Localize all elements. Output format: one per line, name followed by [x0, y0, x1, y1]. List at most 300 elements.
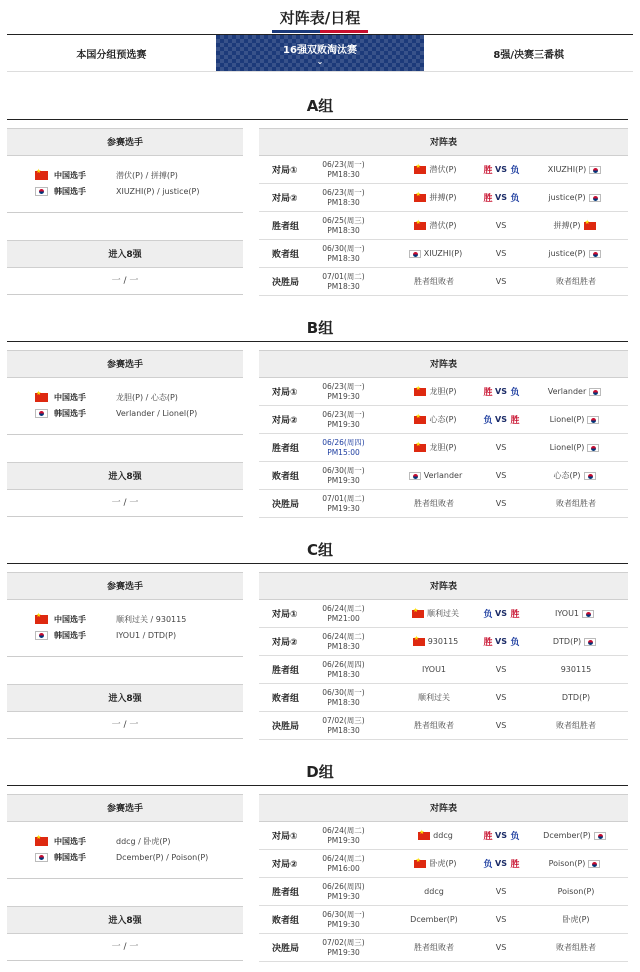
match-date: 07/02(周三)	[322, 937, 365, 947]
match-stage: 败者组	[272, 250, 300, 260]
korea-flag-icon	[35, 631, 48, 640]
korea-players-row	[7, 183, 243, 199]
china-flag-icon	[414, 416, 426, 424]
player-names: Verlander / Lionel(P)	[116, 408, 198, 418]
china-flag-icon	[414, 166, 426, 174]
nation-label: 中国选手	[54, 170, 86, 180]
vs-label: VS	[495, 443, 507, 452]
match-datetime	[315, 854, 372, 874]
nation-label: 韩国选手	[54, 186, 86, 196]
match-player-right	[524, 165, 628, 174]
korea-players-row	[7, 627, 243, 643]
player-name: 胜者组败者	[414, 721, 454, 730]
player-name: 潜伏(P)	[429, 221, 457, 230]
match-datetime	[315, 910, 372, 930]
result-right: 负	[510, 194, 520, 204]
match-time: PM18:30	[327, 641, 360, 651]
player-name: 拼搏(P)	[553, 221, 581, 230]
match-player-left	[384, 471, 484, 480]
korea-flag-icon	[587, 416, 599, 424]
match-row	[259, 156, 628, 184]
player-name: Lionel(P)	[549, 415, 585, 424]
result-left: 胜	[483, 638, 493, 648]
korea-players-row	[7, 849, 243, 865]
match-time: PM18:30	[327, 225, 360, 235]
match-row	[259, 878, 628, 906]
china-players-row	[7, 167, 243, 183]
players-panel	[7, 794, 243, 961]
divider	[7, 785, 628, 786]
match-player-left	[384, 220, 484, 231]
schedule-panel	[259, 128, 628, 296]
player-name: 龙胆(P)	[429, 443, 457, 452]
vs-label: VS	[495, 665, 507, 674]
match-row	[259, 600, 628, 628]
schedule-header: 对阵表	[259, 572, 628, 600]
match-player-left	[384, 637, 484, 646]
group-section	[0, 317, 640, 517]
match-player-right	[524, 415, 628, 424]
vs-label: VS	[495, 387, 507, 396]
match-date: 06/30(周一)	[322, 465, 365, 475]
tab-label: 8强/决赛三番棋	[493, 49, 564, 61]
match-player-right	[524, 693, 628, 702]
group-title: A组	[306, 97, 334, 115]
match-date: 06/30(周一)	[322, 909, 365, 919]
result-right: 胜	[510, 860, 520, 870]
match-datetime	[315, 160, 372, 180]
match-date: 06/26(周四)	[322, 659, 365, 669]
tab-group-qualifier[interactable]	[7, 35, 216, 71]
player-name: Poison(P)	[548, 859, 586, 868]
korea-flag-icon	[409, 250, 421, 258]
match-datetime	[315, 632, 372, 652]
match-time: PM16:00	[327, 863, 360, 873]
match-time: PM19:30	[327, 835, 360, 845]
group-section	[0, 95, 640, 295]
vs-label: VS	[495, 943, 507, 952]
divider	[7, 119, 628, 120]
match-time: PM21:00	[327, 613, 360, 623]
match-date: 07/02(周三)	[322, 715, 365, 725]
player-name: 龙胆(P)	[429, 387, 457, 396]
match-player-left	[384, 608, 484, 619]
players-list	[7, 156, 243, 213]
group-title: B组	[306, 319, 334, 337]
match-date: 06/24(周二)	[322, 853, 365, 863]
korea-flag-icon	[594, 832, 606, 840]
result-right: 负	[510, 638, 520, 648]
korea-flag-icon	[35, 409, 48, 418]
player-name: 败者组胜者	[556, 943, 596, 952]
title-underline-right	[320, 30, 368, 33]
result-right: 负	[510, 832, 520, 842]
match-date: 06/23(周一)	[322, 187, 365, 197]
match-stage: 决胜局	[272, 278, 300, 288]
vs-label: VS	[495, 609, 507, 618]
match-time: PM19:30	[327, 947, 360, 957]
result-left: 负	[483, 416, 493, 426]
match-date: 06/26(周四)	[322, 881, 365, 891]
player-name: IYOU1	[554, 609, 580, 618]
player-names: 顺利过关 / 930115	[116, 614, 187, 624]
korea-flag-icon	[582, 610, 594, 618]
player-name: 败者组胜者	[556, 277, 596, 286]
match-row	[259, 934, 628, 962]
player-name: ddcg	[424, 887, 444, 896]
player-name: 拼搏(P)	[429, 193, 457, 202]
match-row	[259, 822, 628, 850]
vs-label: VS	[495, 415, 507, 424]
match-player-left	[384, 498, 484, 509]
group-section	[0, 539, 640, 739]
vs-label: VS	[495, 193, 507, 202]
korea-flag-icon	[589, 166, 601, 174]
player-name: justice(P)	[548, 249, 586, 258]
match-datetime	[315, 494, 372, 514]
match-player-right	[524, 887, 628, 896]
group-title: D组	[306, 763, 334, 781]
match-stage: 对局②	[272, 194, 298, 204]
korea-players-row	[7, 405, 243, 421]
match-row	[259, 240, 628, 268]
match-datetime	[315, 660, 372, 680]
result-left: 胜	[483, 832, 493, 842]
vs-label: VS	[495, 915, 507, 924]
match-datetime	[315, 188, 372, 208]
china-flag-icon	[414, 222, 426, 230]
tab-double-elimination[interactable]	[216, 35, 425, 71]
match-player-right	[524, 859, 628, 868]
player-name: Poison(P)	[557, 887, 595, 896]
match-player-right	[524, 914, 628, 925]
match-datetime	[315, 244, 372, 264]
match-datetime	[315, 216, 372, 236]
players-panel	[7, 128, 243, 295]
match-datetime	[315, 688, 372, 708]
match-player-right	[524, 498, 628, 509]
advance-header: 进入8强	[7, 462, 243, 490]
match-date: 07/01(周二)	[322, 493, 365, 503]
advance-header: 进入8强	[7, 906, 243, 934]
china-flag-icon	[414, 860, 426, 868]
match-time: PM19:30	[327, 475, 360, 485]
match-row	[259, 462, 628, 490]
china-flag-icon	[414, 444, 426, 452]
player-name: XIUZHI(P)	[423, 249, 463, 258]
advance-value: 一 / 一	[7, 268, 243, 295]
result-left: 胜	[483, 166, 493, 176]
korea-flag-icon	[589, 194, 601, 202]
group-title: C组	[306, 541, 333, 559]
match-stage: 败者组	[272, 916, 300, 926]
nation-label: 中国选手	[54, 836, 86, 846]
match-time: PM18:30	[327, 697, 360, 707]
korea-flag-icon	[409, 472, 421, 480]
match-stage: 决胜局	[272, 722, 300, 732]
result-right: 负	[510, 166, 520, 176]
match-time: PM18:30	[327, 169, 360, 179]
player-names: ddcg / 卧虎(P)	[116, 836, 171, 846]
vs-label: VS	[495, 277, 507, 286]
match-player-left	[384, 249, 484, 258]
nation-label: 韩国选手	[54, 630, 86, 640]
match-row	[259, 850, 628, 878]
china-flag-icon	[418, 832, 430, 840]
player-name: 930115	[427, 637, 459, 646]
player-name: Dcember(P)	[543, 831, 591, 840]
match-player-right	[524, 720, 628, 731]
match-stage: 败者组	[272, 694, 300, 704]
match-datetime	[315, 438, 372, 458]
tab-label: 本国分组预选赛	[76, 49, 147, 61]
china-flag-icon	[35, 393, 48, 402]
title-underline	[272, 30, 368, 33]
match-player-right	[524, 387, 628, 396]
players-panel	[7, 572, 243, 739]
vs-label: VS	[495, 471, 507, 480]
china-flag-icon	[35, 615, 48, 624]
advance-value: 一 / 一	[7, 934, 243, 961]
tab-label: 16强双败淘汰赛	[283, 44, 357, 56]
vs-label: VS	[495, 721, 507, 730]
result-left: 负	[483, 610, 493, 620]
player-name: 胜者组败者	[414, 943, 454, 952]
match-datetime	[315, 410, 372, 430]
schedule-panel	[259, 794, 628, 962]
match-date: 06/24(周二)	[322, 825, 365, 835]
player-name: 败者组胜者	[556, 499, 596, 508]
result-right: 胜	[510, 610, 520, 620]
korea-flag-icon	[587, 444, 599, 452]
result-left: 负	[483, 860, 493, 870]
china-flag-icon	[35, 171, 48, 180]
title-underline-left	[272, 30, 320, 33]
player-name: XIUZHI(P)	[547, 165, 587, 174]
match-stage: 胜者组	[272, 888, 300, 898]
match-stage: 败者组	[272, 472, 300, 482]
player-name: Dcember(P)	[410, 915, 458, 924]
match-player-left	[384, 192, 484, 203]
vs-label: VS	[495, 693, 507, 702]
match-date: 06/24(周二)	[322, 631, 365, 641]
match-player-left	[384, 386, 484, 397]
match-player-left	[384, 414, 484, 425]
match-stage: 对局②	[272, 860, 298, 870]
player-name: Verlander	[423, 471, 463, 480]
match-player-left	[384, 831, 484, 840]
match-stage: 对局①	[272, 832, 298, 842]
match-datetime	[315, 716, 372, 736]
player-name: ddcg	[433, 831, 453, 840]
vs-label: VS	[495, 887, 507, 896]
chevron-down-icon: ⌄	[316, 56, 324, 66]
match-stage: 胜者组	[272, 666, 300, 676]
match-time: PM19:30	[327, 503, 360, 513]
match-row	[259, 628, 628, 656]
match-stage: 对局②	[272, 638, 298, 648]
korea-flag-icon	[589, 250, 601, 258]
players-list	[7, 600, 243, 657]
nation-label: 中国选手	[54, 614, 86, 624]
china-flag-icon	[414, 194, 426, 202]
group-section	[0, 761, 640, 961]
match-time: PM18:30	[327, 669, 360, 679]
match-date: 06/23(周一)	[322, 409, 365, 419]
match-time: PM19:30	[327, 391, 360, 401]
match-player-right	[524, 220, 628, 231]
schedule-panel	[259, 350, 628, 518]
schedule-panel	[259, 572, 628, 740]
match-player-left	[384, 164, 484, 175]
match-time: PM18:30	[327, 281, 360, 291]
vs-label: VS	[495, 249, 507, 258]
player-name: 顺利过关	[418, 693, 450, 702]
player-name: justice(P)	[548, 193, 586, 202]
match-player-left	[384, 887, 484, 896]
match-time: PM19:30	[327, 891, 360, 901]
china-flag-icon	[413, 638, 425, 646]
match-stage: 胜者组	[272, 222, 300, 232]
players-header: 参赛选手	[7, 128, 243, 156]
match-stage: 对局①	[272, 610, 298, 620]
korea-flag-icon	[35, 187, 48, 196]
match-player-right	[524, 193, 628, 202]
player-name: 败者组胜者	[556, 721, 596, 730]
match-time: PM18:30	[327, 253, 360, 263]
match-player-right	[524, 249, 628, 258]
player-names: 龙胆(P) / 心态(P)	[116, 392, 178, 402]
vs-label: VS	[495, 859, 507, 868]
china-flag-icon	[414, 388, 426, 396]
china-players-row	[7, 833, 243, 849]
match-row	[259, 268, 628, 296]
match-player-right	[524, 831, 628, 840]
schedule-header: 对阵表	[259, 794, 628, 822]
player-names: XIUZHI(P) / justice(P)	[116, 186, 200, 196]
tab-final-bo3[interactable]	[424, 35, 633, 71]
korea-flag-icon	[584, 472, 596, 480]
match-player-left	[384, 442, 484, 453]
match-row	[259, 712, 628, 740]
match-date: 07/01(周二)	[322, 271, 365, 281]
china-players-row	[7, 389, 243, 405]
match-stage: 胜者组	[272, 444, 300, 454]
player-name: 胜者组败者	[414, 499, 454, 508]
advance-header: 进入8强	[7, 240, 243, 268]
match-datetime	[315, 382, 372, 402]
match-datetime	[315, 604, 372, 624]
advance-header: 进入8强	[7, 684, 243, 712]
match-player-right	[524, 609, 628, 618]
match-row	[259, 684, 628, 712]
korea-flag-icon	[584, 638, 596, 646]
match-datetime	[315, 826, 372, 846]
china-flag-icon	[584, 222, 596, 230]
match-date: 06/25(周三)	[322, 215, 365, 225]
players-panel	[7, 350, 243, 517]
china-flag-icon	[412, 610, 424, 618]
schedule-header: 对阵表	[259, 128, 628, 156]
result-left: 胜	[483, 388, 493, 398]
match-player-left	[384, 915, 484, 924]
match-datetime	[315, 882, 372, 902]
player-name: 卧虎(P)	[429, 859, 457, 868]
match-row	[259, 212, 628, 240]
match-datetime	[315, 466, 372, 486]
player-names: Dcember(P) / Poison(P)	[116, 852, 209, 862]
nation-label: 韩国选手	[54, 408, 86, 418]
match-datetime	[315, 938, 372, 958]
match-row	[259, 378, 628, 406]
match-time: PM15:00	[327, 447, 360, 457]
match-date: 06/30(周一)	[322, 687, 365, 697]
vs-label: VS	[495, 831, 507, 840]
result-right: 胜	[510, 416, 520, 426]
player-name: DTD(P)	[552, 637, 582, 646]
match-row	[259, 406, 628, 434]
player-names: 潜伏(P) / 拼搏(P)	[116, 170, 178, 180]
player-name: 胜者组败者	[414, 277, 454, 286]
match-row	[259, 490, 628, 518]
match-stage: 决胜局	[272, 500, 300, 510]
nation-label: 中国选手	[54, 392, 86, 402]
match-player-left	[384, 665, 484, 674]
match-datetime	[315, 272, 372, 292]
divider	[7, 563, 628, 564]
match-row	[259, 906, 628, 934]
match-row	[259, 434, 628, 462]
match-player-left	[384, 942, 484, 953]
match-stage: 对局①	[272, 388, 298, 398]
china-flag-icon	[35, 837, 48, 846]
match-player-left	[384, 720, 484, 731]
result-right: 负	[510, 388, 520, 398]
match-date: 06/23(周一)	[322, 159, 365, 169]
china-players-row	[7, 611, 243, 627]
match-player-left	[384, 692, 484, 703]
match-player-right	[524, 665, 628, 674]
match-player-left	[384, 276, 484, 287]
advance-value: 一 / 一	[7, 490, 243, 517]
match-player-right	[524, 470, 628, 481]
match-time: PM19:30	[327, 919, 360, 929]
match-player-right	[524, 942, 628, 953]
vs-label: VS	[495, 221, 507, 230]
match-player-right	[524, 276, 628, 287]
player-name: 卧虎(P)	[562, 915, 590, 924]
stage-tabs	[7, 34, 633, 72]
divider	[7, 341, 628, 342]
match-stage: 对局①	[272, 166, 298, 176]
players-list	[7, 378, 243, 435]
result-left: 胜	[483, 194, 493, 204]
match-player-left	[384, 858, 484, 869]
player-name: 心态(P)	[553, 471, 581, 480]
match-stage: 决胜局	[272, 944, 300, 954]
player-name: 心态(P)	[429, 415, 457, 424]
match-time: PM19:30	[327, 419, 360, 429]
match-row	[259, 656, 628, 684]
vs-label: VS	[495, 499, 507, 508]
player-name: IYOU1	[421, 665, 447, 674]
page-title: 对阵表/日程	[279, 9, 361, 27]
korea-flag-icon	[588, 860, 600, 868]
match-time: PM18:30	[327, 197, 360, 207]
match-time: PM18:30	[327, 725, 360, 735]
player-name: Verlander	[547, 387, 587, 396]
player-name: 潜伏(P)	[429, 165, 457, 174]
